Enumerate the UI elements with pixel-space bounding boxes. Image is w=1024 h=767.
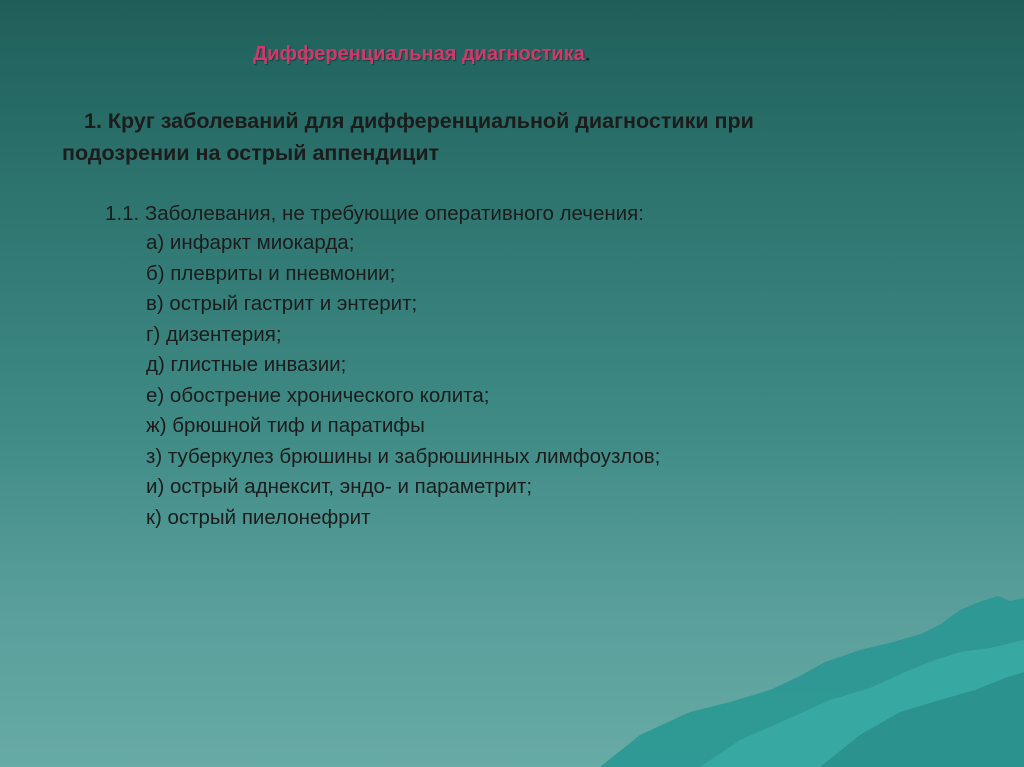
list-item: б) плевриты и пневмонии;	[146, 261, 396, 285]
list-item: и) острый аднексит, эндо- и параметрит;	[146, 475, 533, 498]
list-item: к) острый пиелонефрит	[146, 505, 371, 529]
disease-list	[146, 228, 660, 533]
list-item: г) дизентерия;	[146, 322, 282, 346]
slide-title-text: Дифференциальная диагностика	[253, 43, 585, 65]
subsection-heading: 1.1. Заболевания, не требующие оперативного лечения:	[105, 202, 644, 225]
section-heading-line-2: подозрении на острый аппендицит	[62, 141, 440, 165]
list-item: ж) брюшной тиф и паратифы	[146, 414, 425, 437]
slide-title-dot: .	[584, 43, 591, 65]
list-item: з) туберкулез брюшины и забрюшинных лимфоузлов;	[146, 444, 661, 468]
section-heading	[62, 105, 922, 169]
list-item: а) инфаркт миокарда;	[146, 231, 355, 254]
section-heading-line-1: 1. Круг заболеваний для дифференциальной диагностики при	[84, 109, 754, 133]
list-item: е) обострение хронического колита;	[146, 383, 490, 407]
list-item: в) острый гастрит и энтерит;	[146, 292, 418, 315]
list-item: д) глистные инвазии;	[146, 353, 347, 376]
slide-title	[253, 43, 590, 66]
